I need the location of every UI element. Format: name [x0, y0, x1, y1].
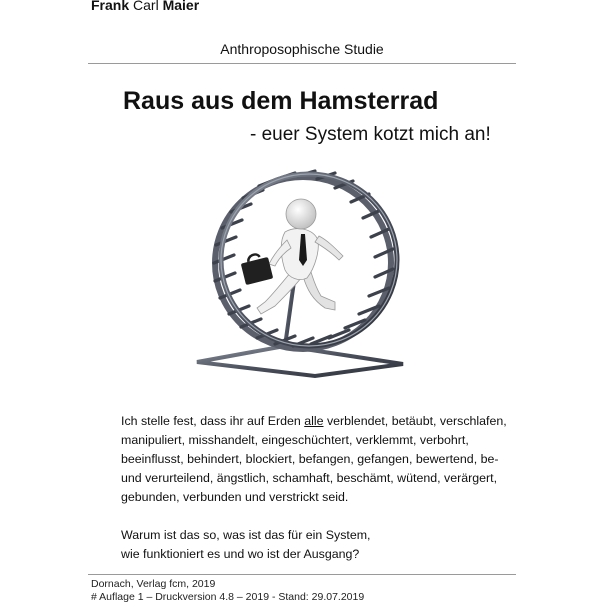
- body-text: [121, 412, 521, 564]
- body-paragraph-1: [121, 412, 521, 507]
- hamster-wheel-figure-icon: [185, 168, 415, 383]
- page-title: Raus aus dem Hamsterrad: [123, 87, 439, 115]
- paragraph2-line-2: wie funktioniert es und wo ist der Ausgang?: [121, 547, 360, 561]
- footer-publisher: Dornach, Verlag fcm, 2019: [91, 578, 216, 590]
- footer-edition: # Auflage 1 – Druckversion 4.8 – 2019 - Stand: 29.07.2019: [91, 591, 365, 603]
- page-tagline: - euer System kotzt mich an!: [250, 124, 491, 145]
- author-first-name: Frank: [91, 0, 130, 13]
- author-middle-name: Carl: [133, 0, 159, 13]
- footer: [91, 578, 364, 604]
- briefcase-icon: [241, 253, 273, 285]
- author-name: [91, 0, 199, 14]
- running-figure: [257, 199, 343, 314]
- header-divider: [88, 63, 516, 64]
- body-paragraph-2: [121, 526, 521, 564]
- paragraph2-line-1: Warum ist das so, was ist das für ein System,: [121, 528, 371, 542]
- paragraph1-text-start: Ich stelle fest, dass ihr auf Erden: [121, 414, 305, 428]
- series-label: Anthroposophische Studie: [220, 41, 384, 57]
- paragraph1-emphasis: alle: [304, 414, 324, 428]
- footer-divider: [88, 574, 516, 575]
- author-last-name: Maier: [162, 0, 200, 13]
- paragraph1-text-end: verblendet, betäubt, verschlafen, manipuliert, misshandelt, eingeschüchtert, verklemmt, verbohrt, beeinflusst, behindert, blockiert, befangen, gefangen, bewertend, be- und verurteilend, ängstlich, schamhaft, beschämt, wütend, verärgert, gebunden, verbunden und verstrickt seid.: [121, 414, 507, 504]
